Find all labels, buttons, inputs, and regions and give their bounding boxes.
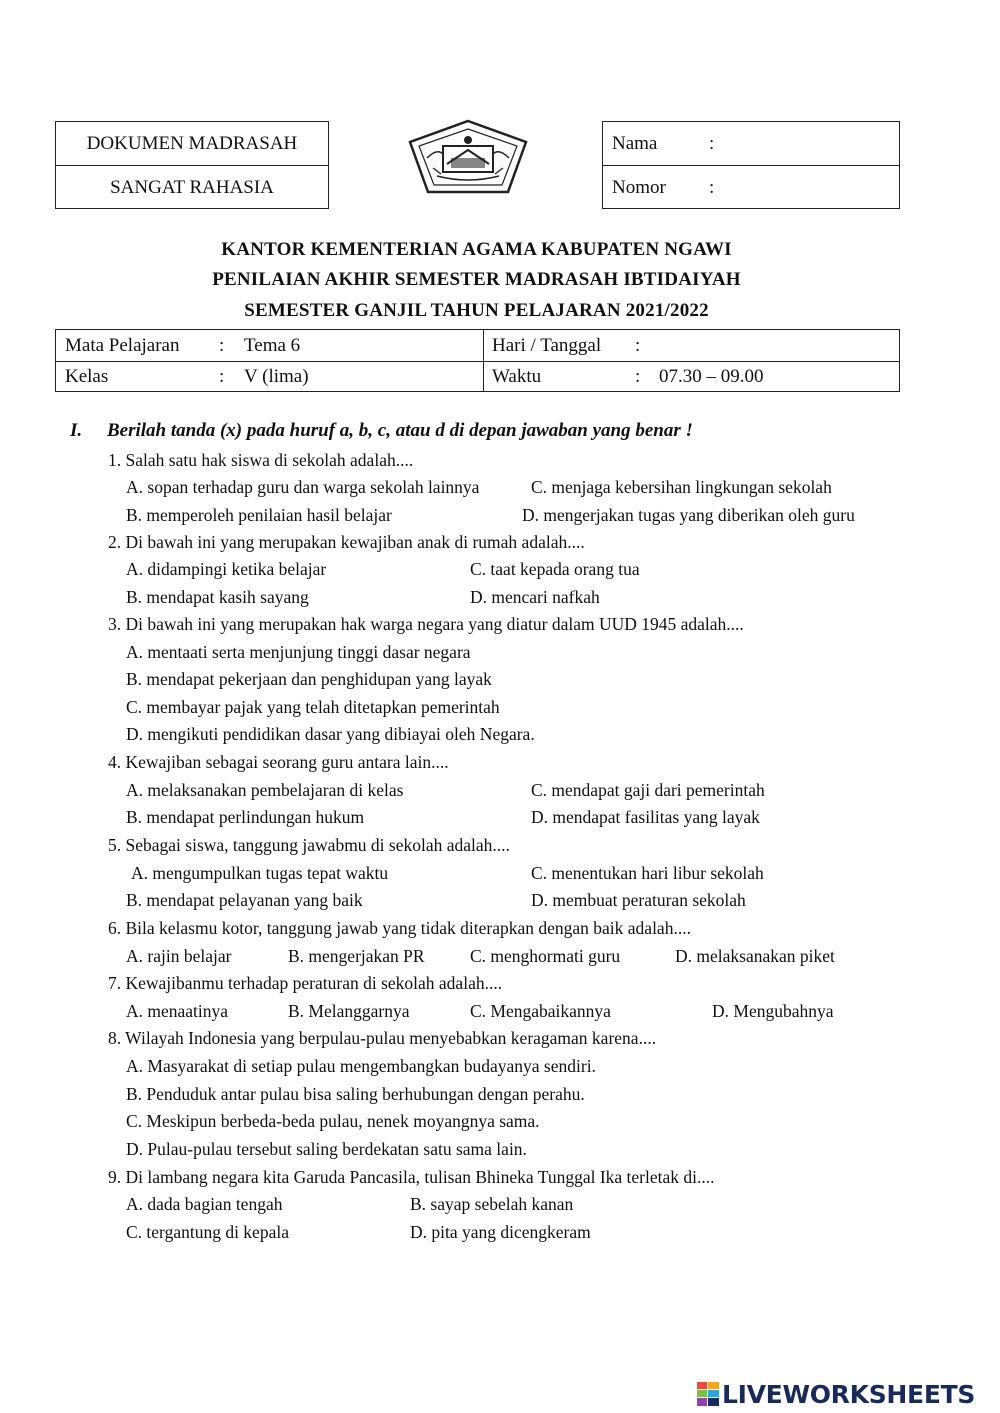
liveworksheets-logo-icon bbox=[697, 1382, 719, 1406]
q1-option-d[interactable]: D. mengerjakan tugas yang diberikan oleh guru bbox=[522, 505, 855, 525]
student-identity-box bbox=[602, 121, 900, 209]
time-colon: : bbox=[635, 365, 641, 387]
q4-option-b[interactable]: B. mendapat perlindungan hukum bbox=[126, 807, 365, 827]
question-4: 4. Kewajiban sebagai seorang guru antara lain.... bbox=[108, 752, 449, 772]
exam-title: PENILAIAN AKHIR SEMESTER MADRASAH IBTIDAIYAH bbox=[212, 269, 741, 290]
q9-option-d[interactable]: D. pita yang dicengkeram bbox=[410, 1222, 591, 1242]
q2-option-d[interactable]: D. mencari nafkah bbox=[470, 587, 600, 607]
q6-option-c[interactable]: C. menghormati guru bbox=[470, 946, 621, 966]
q8-option-d[interactable]: D. Pulau-pulau tersebut saling berdekatan satu sama lain. bbox=[126, 1139, 527, 1159]
class-label: Kelas bbox=[65, 365, 109, 387]
document-classification-box bbox=[55, 121, 329, 209]
q9-option-c[interactable]: C. tergantung di kepala bbox=[126, 1222, 289, 1242]
q4-option-d[interactable]: D. mendapat fasilitas yang layak bbox=[531, 807, 760, 827]
time-label: Waktu bbox=[492, 365, 542, 387]
ministry-emblem-icon bbox=[407, 118, 529, 194]
q5-option-d[interactable]: D. membuat peraturan sekolah bbox=[531, 890, 746, 910]
q1-option-b[interactable]: B. memperoleh penilaian hasil belajar bbox=[126, 505, 392, 525]
name-label: Nama bbox=[612, 132, 658, 154]
q5-option-c[interactable]: C. menentukan hari libur sekolah bbox=[531, 863, 764, 883]
question-3: 3. Di bawah ini yang merupakan hak warga negara yang diatur dalam UUD 1945 adalah.... bbox=[108, 614, 744, 634]
semester-title: SEMESTER GANJIL TAHUN PELAJARAN 2021/2022 bbox=[244, 300, 709, 321]
question-2: 2. Di bawah ini yang merupakan kewajiban anak di rumah adalah.... bbox=[108, 532, 585, 552]
office-title: KANTOR KEMENTERIAN AGAMA KABUPATEN NGAWI bbox=[221, 239, 732, 260]
q7-option-c[interactable]: C. Mengabaikannya bbox=[470, 1001, 611, 1021]
q4-option-c[interactable]: C. mendapat gaji dari pemerintah bbox=[531, 780, 765, 800]
q8-option-c[interactable]: C. Meskipun berbeda-beda pulau, nenek moyangnya sama. bbox=[126, 1111, 540, 1131]
q3-option-a[interactable]: A. mentaati serta menjunjung tinggi dasar negara bbox=[126, 642, 471, 662]
subject-label: Mata Pelajaran bbox=[65, 334, 180, 356]
q1-option-a[interactable]: A. sopan terhadap guru dan warga sekolah lainnya bbox=[126, 477, 480, 497]
question-7: 7. Kewajibanmu terhadap peraturan di sekolah adalah.... bbox=[108, 973, 503, 993]
q5-option-b[interactable]: B. mendapat pelayanan yang baik bbox=[126, 890, 363, 910]
time-value: 07.30 – 09.00 bbox=[659, 365, 764, 387]
q9-option-b[interactable]: B. sayap sebelah kanan bbox=[410, 1194, 574, 1214]
exam-info-table bbox=[55, 329, 900, 392]
q5-option-a[interactable]: A. mengumpulkan tugas tepat waktu bbox=[131, 863, 389, 883]
q7-option-a[interactable]: A. menaatinya bbox=[126, 1001, 229, 1021]
section-instruction: Berilah tanda (x) pada huruf a, b, c, atau d di depan jawaban yang benar ! bbox=[107, 420, 693, 441]
q2-option-b[interactable]: B. mendapat kasih sayang bbox=[126, 587, 309, 607]
question-6: 6. Bila kelasmu kotor, tanggung jawab yang tidak diterapkan dengan baik adalah.... bbox=[108, 918, 691, 938]
q2-option-c[interactable]: C. taat kepada orang tua bbox=[470, 559, 640, 579]
secrecy-label: SANGAT RAHASIA bbox=[110, 176, 274, 198]
q9-option-a[interactable]: A. dada bagian tengah bbox=[126, 1194, 283, 1214]
question-8: 8. Wilayah Indonesia yang berpulau-pulau menyebabkan keragaman karena.... bbox=[108, 1028, 657, 1048]
q8-option-b[interactable]: B. Penduduk antar pulau bisa saling berhubungan dengan perahu. bbox=[126, 1084, 585, 1104]
subject-colon: : bbox=[219, 334, 225, 356]
number-label: Nomor bbox=[612, 176, 666, 198]
q8-option-a[interactable]: A. Masyarakat di setiap pulau mengembangkan budayanya sendiri. bbox=[126, 1056, 596, 1076]
liveworksheets-brand-text: LIVEWORKSHEETS bbox=[722, 1379, 976, 1409]
section-number: I. bbox=[70, 420, 83, 441]
liveworksheets-branding[interactable] bbox=[697, 1380, 975, 1408]
q6-option-a[interactable]: A. rajin belajar bbox=[126, 946, 232, 966]
q1-option-c[interactable]: C. menjaga kebersihan lingkungan sekolah bbox=[531, 477, 832, 497]
q4-option-a[interactable]: A. melaksanakan pembelajaran di kelas bbox=[126, 780, 404, 800]
question-9: 9. Di lambang negara kita Garuda Pancasila, tulisan Bhineka Tunggal Ika terletak di.... bbox=[108, 1167, 715, 1187]
q7-option-d[interactable]: D. Mengubahnya bbox=[712, 1001, 834, 1021]
class-colon: : bbox=[219, 365, 225, 387]
q3-option-b[interactable]: B. mendapat pekerjaan dan penghidupan yang layak bbox=[126, 669, 492, 689]
question-1: 1. Salah satu hak siswa di sekolah adalah.... bbox=[108, 450, 414, 470]
q2-option-a[interactable]: A. didampingi ketika belajar bbox=[126, 559, 327, 579]
subject-value: Tema 6 bbox=[244, 334, 301, 356]
q7-option-b[interactable]: B. Melanggarnya bbox=[288, 1001, 410, 1021]
q3-option-c[interactable]: C. membayar pajak yang telah ditetapkan pemerintah bbox=[126, 697, 500, 717]
class-value: V (lima) bbox=[244, 365, 309, 387]
number-colon: : bbox=[709, 176, 715, 198]
q6-option-b[interactable]: B. mengerjakan PR bbox=[288, 946, 425, 966]
name-colon: : bbox=[709, 132, 715, 154]
q3-option-d[interactable]: D. mengikuti pendidikan dasar yang dibiayai oleh Negara. bbox=[126, 724, 535, 744]
document-label: DOKUMEN MADRASAH bbox=[86, 132, 298, 154]
day-colon: : bbox=[635, 334, 641, 356]
q6-option-d[interactable]: D. melaksanakan piket bbox=[675, 946, 835, 966]
question-5: 5. Sebagai siswa, tanggung jawabmu di sekolah adalah.... bbox=[108, 835, 510, 855]
day-label: Hari / Tanggal bbox=[492, 334, 602, 356]
